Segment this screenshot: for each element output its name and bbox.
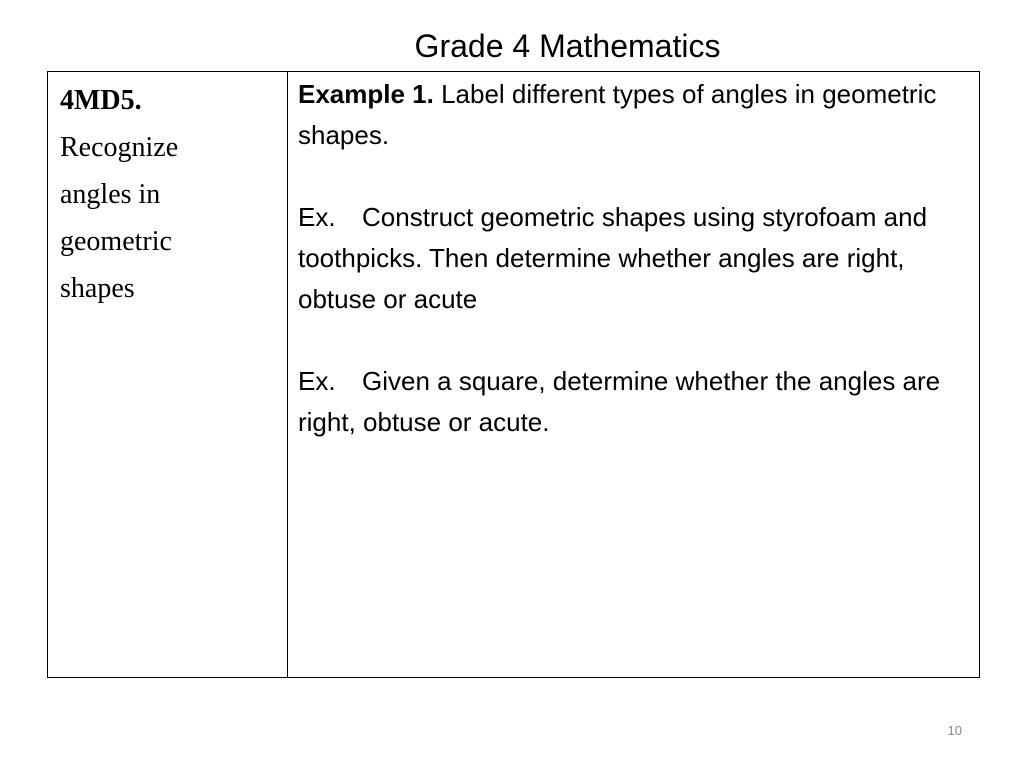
slide-title: Grade 4 Mathematics	[414, 28, 721, 64]
ex-square-text: Given a square, determine whether the angles are right, obtuse or acute.	[298, 366, 941, 437]
ex-construct-prefix: Ex.	[298, 202, 336, 232]
standard-code: 4MD5.	[60, 85, 142, 116]
example-1-paragraph	[298, 74, 965, 156]
example-1-label: Example 1.	[298, 79, 434, 109]
examples-cell	[288, 72, 980, 678]
ex-construct-paragraph	[298, 197, 965, 320]
standard-cell	[48, 72, 288, 678]
standards-table	[47, 71, 980, 678]
ex-square-paragraph	[298, 361, 965, 443]
page-number: 10	[947, 723, 962, 738]
standard-description: Recognize angles in geometric shapes	[60, 132, 179, 304]
table-row	[48, 72, 980, 678]
example-1-text: Label different types of angles in geometric shapes.	[298, 79, 937, 150]
ex-construct-text: Construct geometric shapes using styrofoam and toothpicks. Then determine whether angles are right, obtuse or acute	[298, 202, 928, 314]
ex-square-prefix: Ex.	[298, 366, 336, 396]
